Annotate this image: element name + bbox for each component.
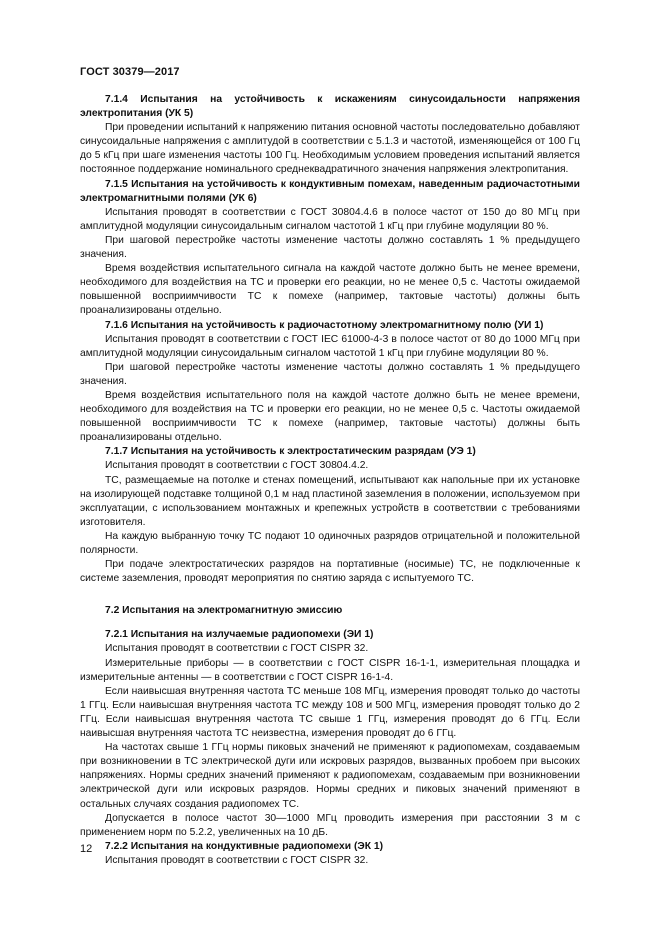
section-heading-7-2-1: 7.2.1 Испытания на излучаемые радиопомехи (ЭИ 1) [105, 629, 374, 641]
section-heading-7-2-2: 7.2.2 Испытания на кондуктивные радиопомехи (ЭК 1) [105, 840, 383, 852]
paragraph: При шаговой перестройке частоты изменение частоты должно составлять 1 % предыдущего значения. [80, 361, 580, 387]
paragraph: Испытания проводят в соответствии с ГОСТ CISPR 32. [105, 643, 369, 655]
paragraph: Измерительные приборы — в соответствии с ГОСТ CISPR 16-1-1, измерительная площадка и измерительные антенны — в соответствии с ГОСТ CISPR 16-1-4. [80, 657, 580, 683]
paragraph: Если наивысшая внутренняя частота ТС меньше 108 МГц, измерения проводят только до частоты 1 ГГц. Если наивысшая внутренняя частота ТС между 108 и 500 МГц, измерения проводят только до 2 ГГц. Если наивысшая внутренняя частота ТС свыше 1 ГГц, измерения проводят до 6 ГГц. Если наивысшая внутренняя частота ТС неизвестна, измерения проводят до 6 ГГц. [80, 685, 580, 740]
section-heading-7-1-7: 7.1.7 Испытания на устойчивость к электростатическим разрядам (УЭ 1) [105, 446, 476, 458]
paragraph: При проведении испытаний к напряжению питания основной частоты последовательно добавляют синусоидальные напряжения с амплитудой в соответствии с 5.1.3 и частотой, изменяющейся от 100 Гц до 5 кГц при шаге изменения частоты 100 Гц. Необходимым условием проведения испытаний является постоянное поддержание номинального среднеквадратичного значения напряжения электропитания. [80, 122, 580, 176]
document-header: ГОСТ 30379—2017 [80, 66, 180, 78]
paragraph: Испытания проводят в соответствии с ГОСТ 30804.4.6 в полосе частот от 150 до 80 МГц при амплитудной модуляции синусоидальным сигналом частотой 1 кГц при глубине модуляции 80 %. [80, 206, 580, 232]
paragraph: Испытания проводят в соответствии с ГОСТ CISPR 32. [105, 854, 369, 866]
paragraph: Испытания проводят в соответствии с ГОСТ IEC 61000-4-3 в полосе частот от 80 до 1000 МГц при амплитудной модуляции синусоидальным сигналом частотой 1 кГц при глубине модуляции 80 %. [80, 333, 580, 359]
paragraph: Испытания проводят в соответствии с ГОСТ 30804.4.2. [105, 460, 369, 472]
paragraph: При подаче электростатических разрядов на портативные (носимые) ТС, не подключенные к системе заземления, проводят мероприятия по снятию заряда с испытуемого ТС. [80, 559, 580, 585]
paragraph: На частотах свыше 1 ГГц нормы пиковых значений не применяют к радиопомехам, создаваемым при возникновении в ТС электрической дуги или искровых разрядов, вызванных пробоем при высоких напряжениях. Нормы средних значений применяют к радиопомехам, создаваемым при возникновении электрической дуги или искровых разрядов. Нормы средних и пиковых значений применяют в остальных случаях создания радиопомех ТС. [80, 742, 580, 810]
paragraph: На каждую выбранную точку ТС подают 10 одиночных разрядов отрицательной и положительной полярности. [80, 530, 580, 556]
paragraph: Допускается в полосе частот 30—1000 МГц проводить измерения при расстоянии 3 м с применением норм по 5.2.2, увеличенных на 10 дБ. [80, 812, 580, 838]
document-body [80, 93, 580, 868]
section-heading-7-2: 7.2 Испытания на электромагнитную эмиссию [105, 605, 343, 617]
section-heading-7-1-5: 7.1.5 Испытания на устойчивость к кондуктивным помехам, наведенным радиочастотными электромагнитными полями (УК 6) [80, 178, 580, 204]
section-heading-7-1-6: 7.1.6 Испытания на устойчивость к радиочастотному электромагнитному полю (УИ 1) [105, 319, 544, 331]
paragraph: Время воздействия испытательного сигнала на каждой частоте должно быть не менее времени, необходимого для воздействия на ТС и проверки его реакции, но не менее 0,5 с. Частоты ожидаемой повышенной восприимчивости ТС к помехе (например, тактовые частоты) должны быть проанализированы отдельно. [80, 263, 580, 317]
section-heading-7-1-4: 7.1.4 Испытания на устойчивость к искажениям синусоидальности напряжения электропитания (УК 5) [80, 94, 580, 120]
paragraph: При шаговой перестройке частоты изменение частоты должно составлять 1 % предыдущего значения. [80, 234, 580, 261]
page-number: 12 [80, 843, 93, 855]
paragraph: Время воздействия испытательного поля на каждой частоте должно быть не менее времени, необходимого для воздействия на ТС и проверки его реакции, но не менее 0,5 с. Частоты ожидаемой повышенной восприимчивости ТС к помехе (например, тактовые частоты) должны быть проанализированы отдельно. [80, 389, 580, 444]
paragraph: ТС, размещаемые на потолке и стенах помещений, испытывают как напольные при их установке на изолирующей подставке толщиной 0,1 м над пластиной заземления в положении, используемом при эксплуатации, с использованием монтажных и крепежных устройств в соответствии с требованиями изготовителя. [80, 474, 580, 528]
